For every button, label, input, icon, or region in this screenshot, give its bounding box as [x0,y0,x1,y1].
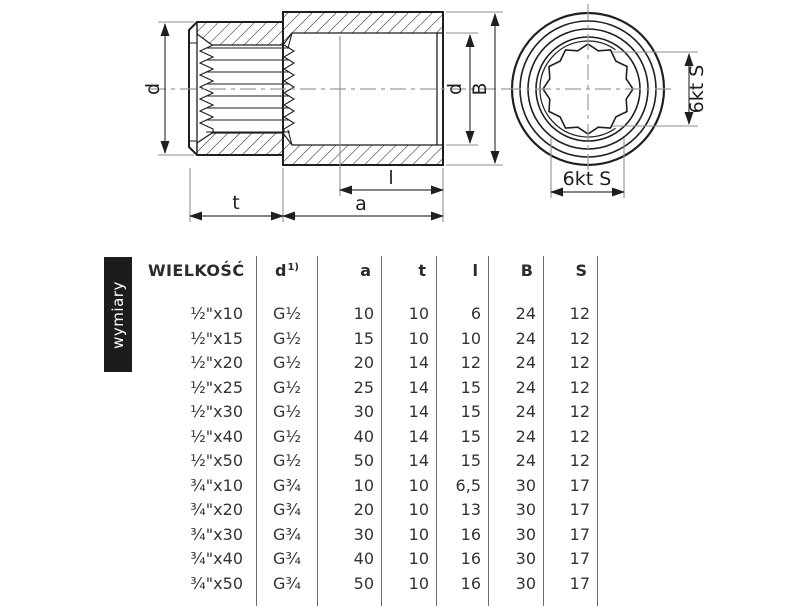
dim-label-a: a [355,193,367,215]
table-cell: 40 [318,547,382,572]
column-header-a: a [318,256,382,302]
column-header-d: $d^{1)}$ [257,256,318,302]
column-header-B: B [489,256,544,302]
footnote-marker: 1) [287,262,299,273]
table-cell: 30 [489,547,544,572]
table-cell: 14 [382,376,437,401]
table-cell: 24 [489,302,544,327]
table-column-rule-extension [132,596,257,606]
table-column-rule-extension [544,596,598,606]
table-cell: 12 [544,376,598,401]
table-cell: 10 [382,547,437,572]
table-column-rule-extension [489,596,544,606]
table-cell: 15 [437,400,489,425]
wymiary-label-strip [104,257,132,372]
table-cell: 12 [544,302,598,327]
table-cell: 6,5 [437,474,489,499]
table-cell: 10 [382,474,437,499]
table-cell: 14 [382,400,437,425]
table-cell: 20 [318,351,382,376]
section-view [142,12,512,222]
table-cell: 24 [489,449,544,474]
table-cell: 12 [437,351,489,376]
table-cell: 14 [382,425,437,450]
table-cell: 10 [318,474,382,499]
table-cell: 15 [437,425,489,450]
table-cell: 10 [382,572,437,597]
table-cell: 15 [318,327,382,352]
table-cell: 24 [489,327,544,352]
table-column-rule-extension [318,596,382,606]
table-cell: 10 [382,498,437,523]
table-cell: G½ [257,302,318,327]
table-cell: 12 [544,400,598,425]
table-cell: 30 [318,523,382,548]
table-cell: G¾ [257,474,318,499]
table-cell: ½"x30 [132,400,257,425]
table-cell: G½ [257,351,318,376]
table-cell: 12 [544,425,598,450]
table-cell: G¾ [257,498,318,523]
column-header-S: S [544,256,598,302]
table-cell: ½"x10 [132,302,257,327]
dim-label-t: t [232,192,240,214]
table-cell: G¾ [257,523,318,548]
table-cell: 20 [318,498,382,523]
table-cell: 10 [382,302,437,327]
table-cell: ¾"x10 [132,474,257,499]
table-cell: 12 [544,449,598,474]
column-header-wielkosc: WIELKOŚĆ [132,256,257,302]
table-cell: 10 [318,302,382,327]
table-cell: 15 [437,376,489,401]
table-cell: ¾"x20 [132,498,257,523]
table-cell: 17 [544,474,598,499]
table-cell: G½ [257,425,318,450]
table-cell: 14 [382,449,437,474]
dim-label-hex-side: 6kt S [686,64,708,114]
table-cell: 30 [489,498,544,523]
table-cell: 30 [489,474,544,499]
table-cell: 24 [489,351,544,376]
table-cell: 17 [544,572,598,597]
table-column-rule-extension [382,596,437,606]
table-cell: ½"x25 [132,376,257,401]
front-view [505,4,708,198]
table-cell: 16 [437,547,489,572]
table-cell: 6 [437,302,489,327]
table-cell: G½ [257,400,318,425]
table-cell: 13 [437,498,489,523]
table-column-rule-extension [257,596,318,606]
table-cell: 17 [544,523,598,548]
table-cell: 24 [489,400,544,425]
table-cell: 30 [318,400,382,425]
table-cell: 30 [489,572,544,597]
column-header-l: l [437,256,489,302]
table-cell: G½ [257,376,318,401]
table-cell: ½"x50 [132,449,257,474]
table-cell: 30 [489,523,544,548]
table-cell: ½"x15 [132,327,257,352]
table-cell: ¾"x30 [132,523,257,548]
table-cell: 40 [318,425,382,450]
table-cell: 50 [318,572,382,597]
table-cell: 12 [544,351,598,376]
table-column-rule-extension [437,596,489,606]
table-cell: G½ [257,449,318,474]
table-cell: 10 [437,327,489,352]
table-cell: 12 [544,327,598,352]
table-cell: G½ [257,327,318,352]
table-cell: 50 [318,449,382,474]
hatch-small-bottom [197,133,283,155]
wymiary-label: wymiary [109,280,128,349]
table-cell: ¾"x50 [132,572,257,597]
table-cell: 24 [489,376,544,401]
dim-label-d-left: d [142,82,164,96]
hatch-small-top [197,22,283,45]
table-cell: ¾"x40 [132,547,257,572]
table-cell: 10 [382,327,437,352]
dim-label-d-right: d [444,82,466,96]
dim-label-hex-bottom: 6kt S [562,168,612,190]
table-cell: G¾ [257,572,318,597]
table-cell: 25 [318,376,382,401]
table-cell: ½"x40 [132,425,257,450]
technical-drawing [0,0,808,245]
dim-label-l: l [388,167,394,189]
table-cell: G¾ [257,547,318,572]
dimensions-table [132,256,598,606]
table-cell: 17 [544,547,598,572]
table-cell: 17 [544,498,598,523]
table-cell: 24 [489,425,544,450]
table-cell: 10 [382,523,437,548]
dim-label-B: B [469,82,491,96]
table-cell: 16 [437,523,489,548]
column-header-t: t [382,256,437,302]
table-cell: 14 [382,351,437,376]
table-cell: ½"x20 [132,351,257,376]
table-cell: 15 [437,449,489,474]
table-cell: 16 [437,572,489,597]
